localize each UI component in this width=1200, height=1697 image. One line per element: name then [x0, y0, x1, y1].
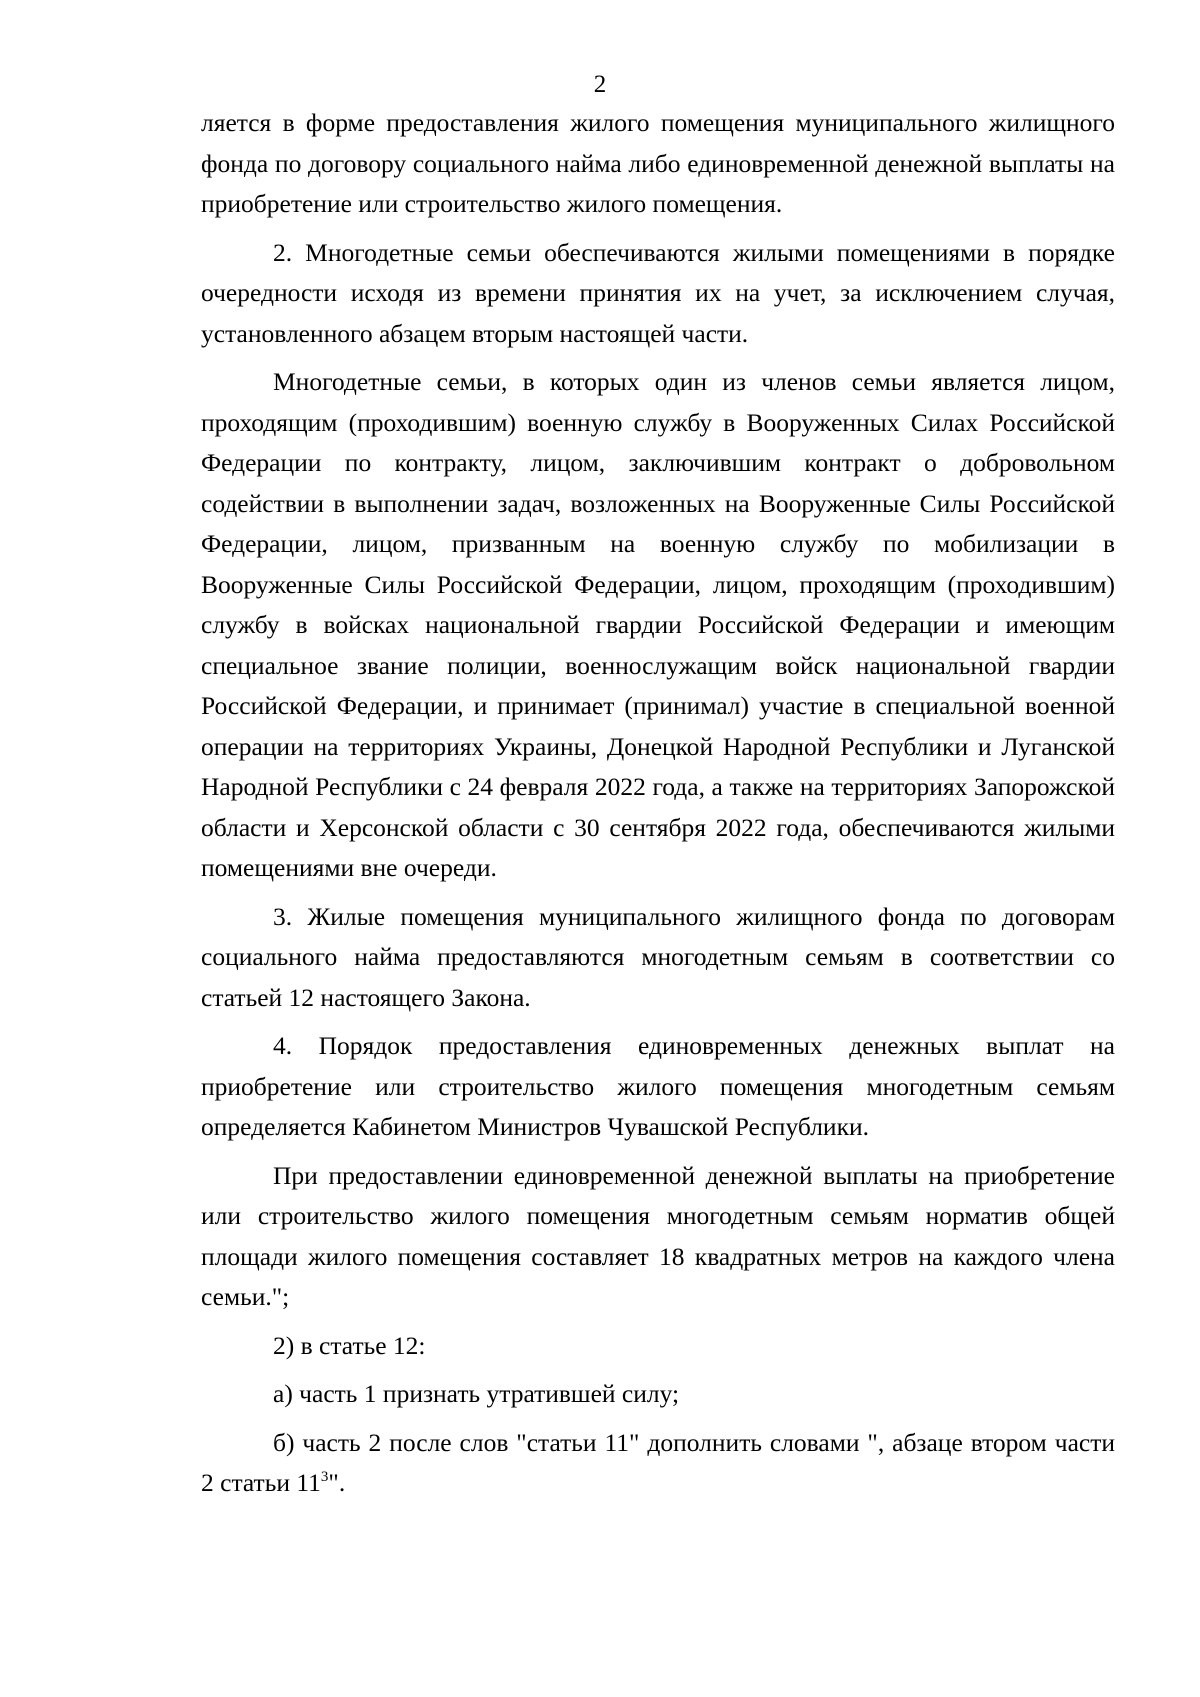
subitem-b-suffix: ".: [328, 1468, 346, 1497]
paragraph-item-4: 4. Порядок предоставления единовременных денежных выплат на приобретение или строительство жилого помещения многодетным семьям определяется Кабинетом Министров Чувашской Республики.: [201, 1031, 1115, 1141]
paragraph-subitem-a: а) часть 1 признать утратившей силу;: [273, 1379, 680, 1408]
paragraph-item-2: 2. Многодетные семьи обеспечиваются жилыми помещениями в порядке очередности исходя из времени принятия их на учет, за исключением случая, установленного абзацем вторым настоящей части.: [201, 237, 1115, 348]
paragraph-item-4-second-abzac: При предоставлении единовременной денежной выплаты на приобретение или строительство жилого помещения многодетным семьям норматив общей площади жилого помещения составляет 18 квадратных метров на каждого члена семьи.";: [201, 1160, 1115, 1311]
subitem-b-superscript: 3: [320, 1469, 329, 1485]
subitem-b-text: б) часть 2 после слов "статьи 11" дополнить словами ", абзаце втором части 2 статьи 11: [201, 1427, 1115, 1497]
paragraph-item-2-second-abzac: Многодетные семьи, в которых один из членов семьи является лицом, проходящим (проходившим) военную службу в Вооруженных Силах Российской Федерации по контракту, лицом, заключившим контракт о добровольном содействии в выполнении задач, возложенных на Вооруженные Силы Российской Федерации, лицом, призванным на военную службу по мобилизации в Вооруженные Силы Российской Федерации, лицом, проходящим (проходившим) службу в войсках национальной гвардии Российской Федерации и имеющим специальное звание полиции, военнослужащим войск национальной гвардии Российской Федерации, и принимает (принимал) участие в специальной военной операции на территориях Украины, Донецкой Народной Республики и Луганской Народной Республики с 24 февраля 2022 года, а также на территориях Запорожской области и Херсонской области с 30 сентября 2022 года, обеспечиваются жилыми помещениями вне очереди.: [201, 367, 1115, 882]
document-body: [201, 103, 1115, 1512]
paragraph-subitem-b: [201, 1423, 1115, 1504]
paragraph-item-3: 3. Жилые помещения муниципального жилищного фонда по договорам социального найма предоставляются многодетным семьям в соответствии со статьей 12 настоящего Закона.: [201, 901, 1115, 1012]
paragraph-article-12: 2) в статье 12:: [273, 1330, 426, 1360]
paragraph-continuation: ляется в форме предоставления жилого помещения муниципального жилищного фонда по договору социального найма либо единовременной денежной выплаты на приобретение или строительство жилого помещения.: [201, 108, 1115, 218]
page-number: 2: [593, 71, 607, 98]
